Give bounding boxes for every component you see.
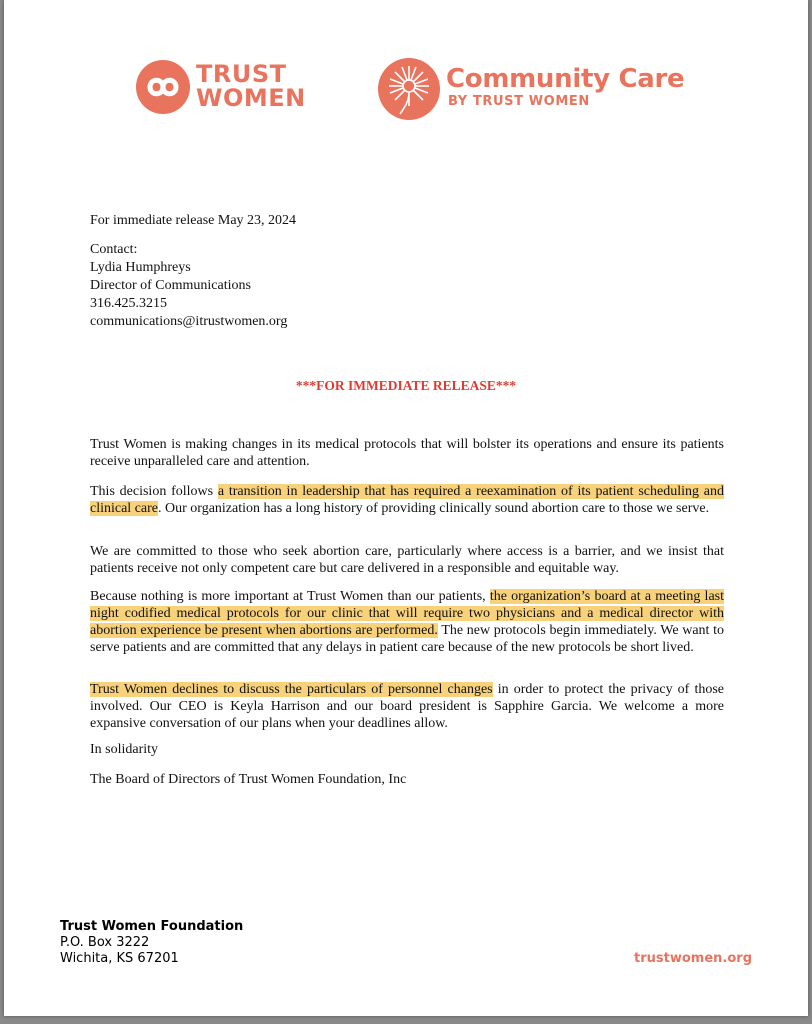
paragraph-2-highlight: a transition in leadership that has required a reexamination of its patient scheduling and clinical care xyxy=(90,484,724,516)
contact-email: communications@itrustwomen.org xyxy=(90,314,288,329)
document-page xyxy=(4,0,808,1016)
paragraph-5-end: in order to protect the privacy of those involved. Our CEO is Keyla Harrison and our board president is Sapphire Garcia. We welcome a more expansive conversation of our plans when your deadlines allow. xyxy=(90,682,725,731)
logo1-line2: WOMEN xyxy=(196,84,306,112)
contact-block xyxy=(90,241,287,331)
footer-address-line1: P.O. Box 3222 xyxy=(60,935,150,950)
paragraph-3 xyxy=(90,543,724,577)
community-care-logo xyxy=(378,58,698,124)
paragraph-4-highlight: the organization’s board at a meeting last night codified medical protocols for our clinic that will require two physicians and a medical director with abortion experience be present when abortions are performed. xyxy=(90,589,724,638)
footer-org: Trust Women Foundation xyxy=(60,919,244,934)
contact-label: Contact: xyxy=(90,242,138,257)
footer-website-link[interactable]: trustwomen.org xyxy=(634,951,752,966)
trust-women-logo-icon xyxy=(136,60,190,114)
paragraph-5-highlight: Trust Women declines to discuss the particulars of personnel changes xyxy=(90,682,493,697)
footer-address-line2: Wichita, KS 67201 xyxy=(60,951,179,966)
release-banner: ***FOR IMMEDIATE RELEASE*** xyxy=(295,378,517,393)
trust-women-logo xyxy=(136,58,311,120)
paragraph-5 xyxy=(90,681,724,732)
contact-name: Lydia Humphreys xyxy=(90,260,191,275)
paragraph-4-end: The new protocols begin immediately. We want to serve patients and are committed that any delays in patient care because of the new protocols be short lived. xyxy=(90,623,724,655)
paragraph-2-end: . Our organization has a long history of providing clinically sound abortion care to those we serve. xyxy=(158,501,710,516)
footer-address xyxy=(60,919,243,967)
paragraph-1-text: Trust Women is making changes in its medical protocols that will bolster its operations and ensure its patients receive unparalleled care and attention. xyxy=(90,437,724,469)
closing-line: In solidarity xyxy=(90,742,159,757)
logo2-name: Community Care xyxy=(446,64,685,94)
contact-phone: 316.425.3215 xyxy=(90,296,167,311)
paragraph-4 xyxy=(90,588,724,656)
paragraph-3-text: We are committed to those who seek abortion care, particularly where access is a barrier, and we insist that patients receive not only competent care but care delivered in a responsible and equitable way. xyxy=(90,544,724,576)
paragraph-1 xyxy=(90,436,724,470)
paragraph-2 xyxy=(90,483,724,517)
signature-line: The Board of Directors of Trust Women Foundation, Inc xyxy=(90,772,407,787)
community-care-logo-icon xyxy=(378,58,440,120)
logo1-line1: TRUST xyxy=(196,60,287,88)
paragraph-4-start: Because nothing is more important at Trust Women than our patients, xyxy=(90,589,490,604)
paragraph-2-start: This decision follows xyxy=(90,484,218,499)
contact-title: Director of Communications xyxy=(90,278,251,293)
release-date-line: For immediate release May 23, 2024 xyxy=(90,213,297,228)
logo2-subtitle: BY TRUST WOMEN xyxy=(448,94,590,109)
